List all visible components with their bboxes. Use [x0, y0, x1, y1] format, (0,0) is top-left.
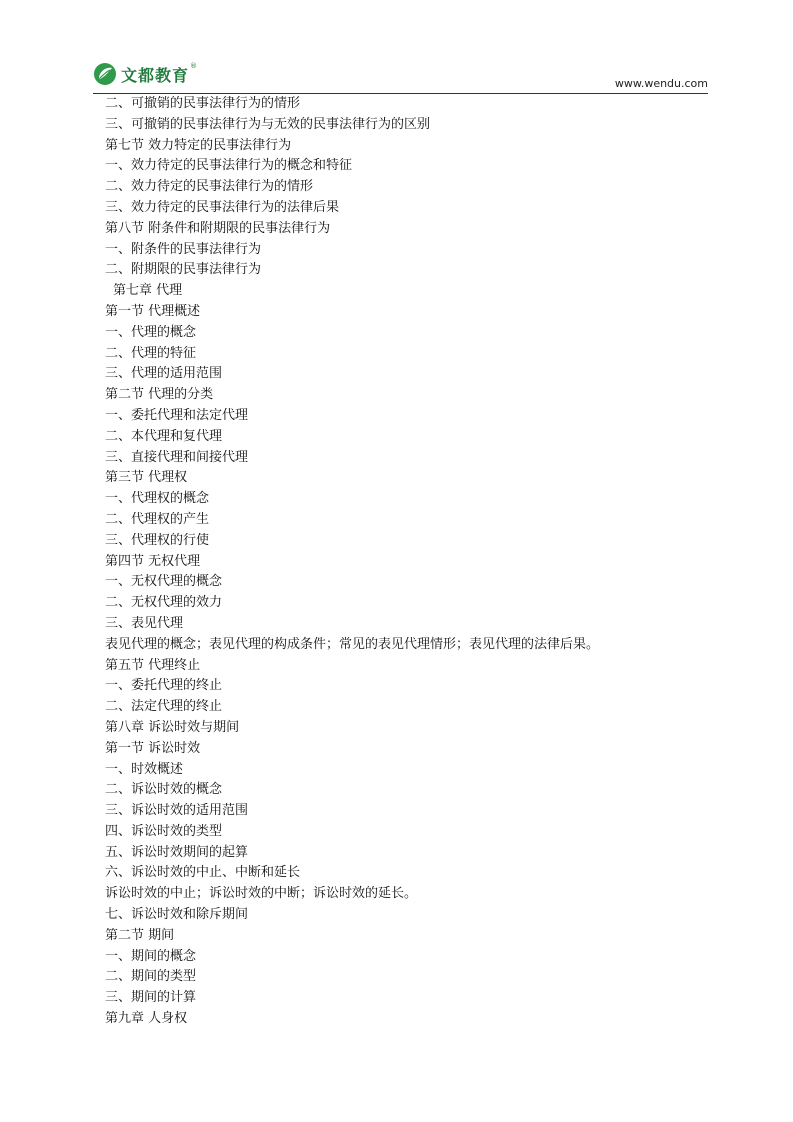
text-line: 三、期间的计算	[105, 990, 197, 1006]
section-heading: 第一节 代理概述	[105, 303, 201, 319]
text-line: 三、诉讼时效的适用范围	[105, 803, 249, 819]
text-line: 三、代理的适用范围	[105, 366, 223, 382]
text-line: 二、诉讼时效的概念	[105, 782, 223, 798]
text-line: 一、委托代理和法定代理	[105, 407, 249, 423]
text-line: 二、代理权的产生	[105, 511, 210, 527]
text-line: 四、诉讼时效的类型	[105, 823, 223, 839]
section-heading: 第三节 代理权	[105, 470, 188, 486]
text-line: 三、代理权的行使	[105, 532, 210, 548]
section-heading: 第二节 期间	[105, 927, 175, 943]
text-line: 二、本代理和复代理	[105, 428, 223, 444]
section-heading: 第八节 附条件和附期限的民事法律行为	[105, 220, 331, 236]
text-line: 一、期间的概念	[105, 948, 197, 964]
chapter-heading: 第九章 人身权	[105, 1011, 188, 1027]
text-line: 六、诉讼时效的中止、中断和延长	[105, 865, 301, 881]
text-line: 二、附期限的民事法律行为	[105, 262, 262, 278]
text-line: 三、可撤销的民事法律行为与无效的民事法律行为的区别	[105, 116, 431, 132]
section-heading: 第七节 效力特定的民事法律行为	[105, 137, 292, 153]
section-heading: 第五节 代理终止	[105, 657, 201, 673]
brand-logo	[93, 60, 197, 88]
text-line: 三、表见代理	[105, 615, 184, 631]
text-line: 一、代理的概念	[105, 324, 197, 340]
text-line: 一、无权代理的概念	[105, 574, 223, 590]
section-heading: 第一节 诉讼时效	[105, 740, 201, 756]
text-line: 表见代理的概念；表见代理的构成条件；常见的表见代理情形；表见代理的法律后果。	[105, 636, 600, 652]
text-line: 三、直接代理和间接代理	[105, 449, 249, 465]
chapter-heading: 第七章 代理	[113, 283, 183, 299]
text-line: 七、诉讼时效和除斥期间	[105, 907, 249, 923]
section-heading: 第二节 代理的分类	[105, 387, 214, 403]
text-line: 一、效力待定的民事法律行为的概念和特征	[105, 158, 353, 174]
text-line: 二、期间的类型	[105, 969, 197, 985]
section-heading: 第四节 无权代理	[105, 553, 201, 569]
logo-text: 文都教育	[121, 65, 190, 85]
page-header	[0, 0, 793, 96]
registered-mark: ®	[190, 62, 198, 70]
text-line: 二、代理的特征	[105, 345, 197, 361]
chapter-heading: 第八章 诉讼时效与期间	[105, 719, 240, 735]
site-url: www.wendu.com	[614, 77, 708, 90]
text-line: 五、诉讼时效期间的起算	[105, 844, 249, 860]
text-line: 二、无权代理的效力	[105, 595, 223, 611]
text-line: 三、效力待定的民事法律行为的法律后果	[105, 199, 340, 215]
document-body	[105, 94, 705, 1030]
text-line: 二、法定代理的终止	[105, 699, 223, 715]
text-line: 二、效力待定的民事法律行为的情形	[105, 179, 314, 195]
text-line: 一、附条件的民事法律行为	[105, 241, 262, 257]
text-line: 诉讼时效的中止；诉讼时效的中断；诉讼时效的延长。	[105, 886, 418, 902]
text-line: 一、时效概述	[105, 761, 184, 777]
text-line: 一、委托代理的终止	[105, 678, 223, 694]
text-line: 二、可撤销的民事法律行为的情形	[105, 96, 301, 111]
logo-leaf-icon	[93, 62, 117, 86]
text-line: 一、代理权的概念	[105, 491, 210, 507]
